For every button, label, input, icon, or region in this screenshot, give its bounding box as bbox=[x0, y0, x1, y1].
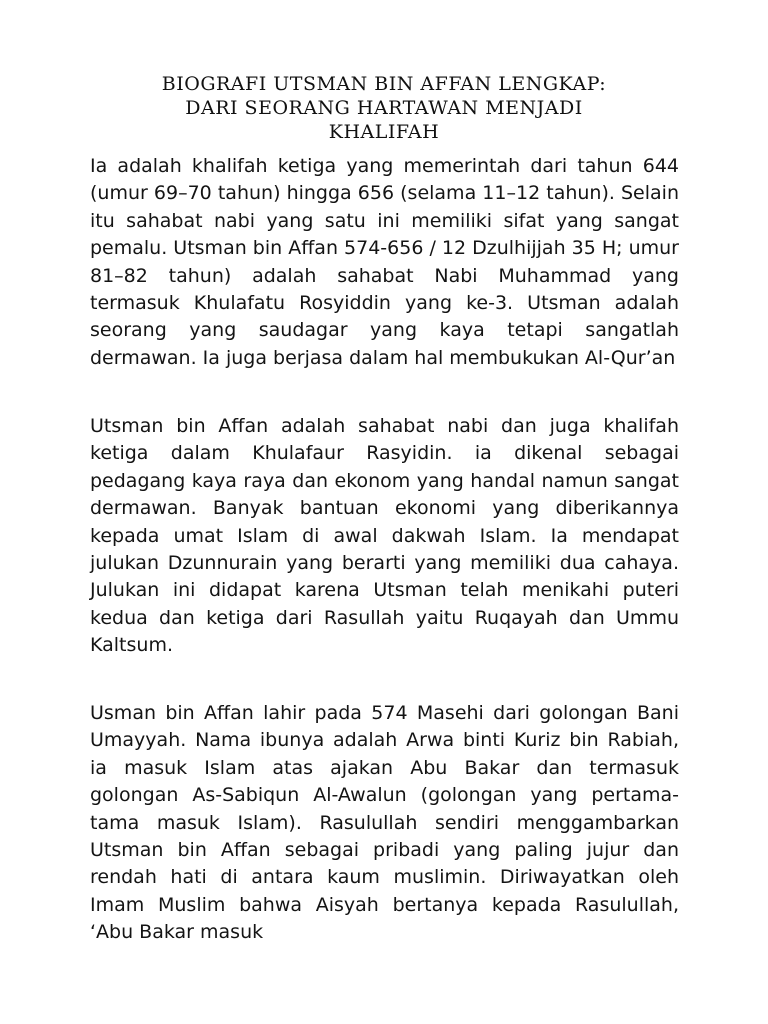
title-line-1: BIOGRAFI UTSMAN BIN AFFAN LENGKAP: bbox=[161, 73, 607, 95]
paragraph-3: Usman bin Affan lahir pada 574 Masehi dari golongan Bani Umayyah. Nama ibunya adalah Arwa binti Kuriz bin Rabiah, ia masuk Islam atas ajakan Abu Bakar dan termasuk golongan As-Sabiqun Al-Awalun (golongan yang pertama-tama masuk Islam). Rasulullah sendiri menggambarkan Utsman bin Affan sebagai pribadi yang paling jujur dan rendah hati di antara kaum muslimin. Diriwayatkan oleh Imam Muslim bahwa Aisyah bertanya kepada Rasulullah, ‘Abu Bakar masuk bbox=[90, 702, 679, 944]
document-title bbox=[100, 72, 668, 144]
title-line-3: KHALIFAH bbox=[328, 121, 440, 143]
paragraph-1: Ia adalah khalifah ketiga yang memerintah dari tahun 644 (umur 69–70 tahun) hingga 656 (selama 11–12 tahun). Selain itu sahabat nabi yang satu ini memiliki sifat yang sangat pemalu. Utsman bin Affan 574-656 / 12 Dzulhijjah 35 H; umur 81–82 tahun) adalah sahabat Nabi Muhammad yang termasuk Khulafatu Rosyiddin yang ke-3. Utsman adalah seorang yang saudagar yang kaya tetapi sangatlah dermawan. Ia juga berjasa dalam hal membukukan Al-Qur’an bbox=[90, 155, 679, 369]
title-line-2: DARI SEORANG HARTAWAN MENJADI bbox=[185, 97, 583, 119]
paragraph-2: Utsman bin Affan adalah sahabat nabi dan juga khalifah ketiga dalam Khulafaur Rasyidin. ia dikenal sebagai pedagang kaya raya dan ekonom yang handal namun sangat dermawan. Banyak bantuan ekonomi yang diberikannya kepada umat Islam di awal dakwah Islam. Ia mendapat julukan Dzunnurain yang berarti yang memiliki dua cahaya. Julukan ini didapat karena Utsman telah menikahi puteri kedua dan ketiga dari Rasullah yaitu Ruqayah dan Ummu Kaltsum. bbox=[90, 415, 679, 657]
